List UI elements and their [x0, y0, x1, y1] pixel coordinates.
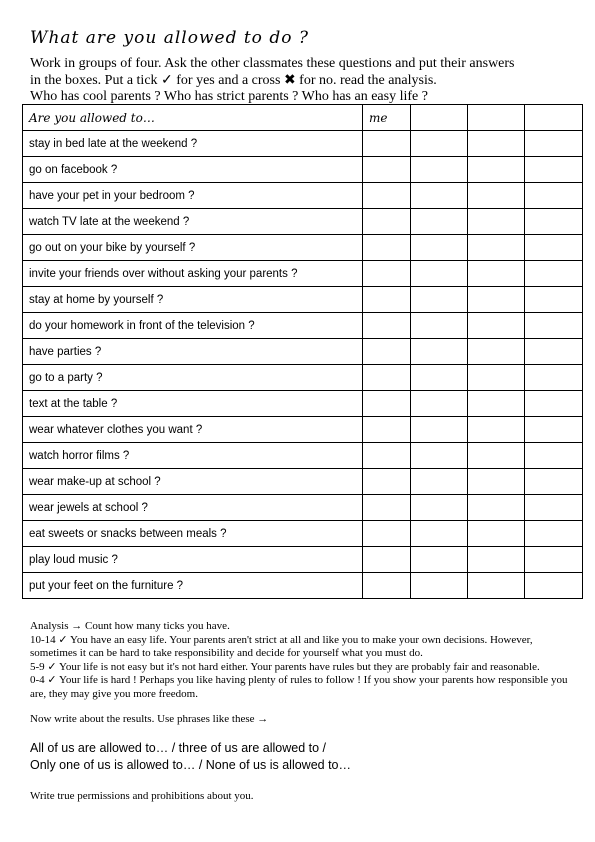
table-row — [23, 417, 583, 443]
answer-cell-classmate[interactable] — [468, 417, 525, 443]
question-cell: wear jewels at school ? — [23, 495, 363, 521]
answer-cell-classmate[interactable] — [468, 157, 525, 183]
answer-cell-me[interactable] — [363, 261, 411, 287]
answer-cell-classmate[interactable] — [525, 521, 583, 547]
question-cell: text at the table ? — [23, 391, 363, 417]
answer-cell-classmate[interactable] — [411, 573, 468, 599]
instruction-line: in the boxes. Put a tick ✓ for yes and a cross ✖ for no. read the analysis. — [30, 72, 437, 88]
analysis-result-high: 10-14 ✓ You have an easy life. Your parents aren't strict at all and like you to make your own decisions. However, sometimes it can be hard to take responsibility and decide for yourself what you must do. — [30, 633, 533, 659]
answer-cell-classmate[interactable] — [411, 157, 468, 183]
answer-cell-classmate[interactable] — [411, 443, 468, 469]
page-title: What are you allowed to do ? — [30, 28, 309, 48]
answer-cell-me[interactable] — [363, 391, 411, 417]
table-row — [23, 313, 583, 339]
answer-cell-me[interactable] — [363, 157, 411, 183]
header-me: me — [363, 105, 411, 131]
question-cell: play loud music ? — [23, 547, 363, 573]
question-cell: go on facebook ? — [23, 157, 363, 183]
question-cell: watch TV late at the weekend ? — [23, 209, 363, 235]
table-row — [23, 235, 583, 261]
answer-cell-classmate[interactable] — [468, 131, 525, 157]
answer-cell-classmate[interactable] — [525, 339, 583, 365]
table-row — [23, 209, 583, 235]
answer-cell-classmate[interactable] — [411, 183, 468, 209]
header-question: Are you allowed to… — [23, 105, 363, 131]
answer-cell-classmate[interactable] — [525, 573, 583, 599]
answer-cell-classmate[interactable] — [468, 521, 525, 547]
table-row — [23, 261, 583, 287]
table-row — [23, 573, 583, 599]
analysis-result-low: 0-4 ✓ Your life is hard ! Perhaps you like having plenty of rules to follow ! If you show your parents how responsible you are, they may give you more freedom. — [30, 674, 568, 700]
answer-cell-me[interactable] — [363, 313, 411, 339]
answer-cell-classmate[interactable] — [525, 313, 583, 339]
answer-cell-classmate[interactable] — [525, 469, 583, 495]
table-row — [23, 391, 583, 417]
answer-cell-me[interactable] — [363, 131, 411, 157]
answer-cell-classmate[interactable] — [411, 391, 468, 417]
table-row — [23, 469, 583, 495]
answer-cell-classmate[interactable] — [468, 183, 525, 209]
table-row — [23, 287, 583, 313]
answer-cell-classmate[interactable] — [411, 495, 468, 521]
question-cell: stay at home by yourself ? — [23, 287, 363, 313]
answer-cell-classmate[interactable] — [525, 261, 583, 287]
question-cell: have your pet in your bedroom ? — [23, 183, 363, 209]
question-cell: watch horror films ? — [23, 443, 363, 469]
answer-cell-classmate[interactable] — [468, 495, 525, 521]
answer-cell-classmate[interactable] — [411, 261, 468, 287]
answer-cell-classmate[interactable] — [468, 339, 525, 365]
answer-cell-classmate[interactable] — [468, 313, 525, 339]
instructions — [30, 56, 575, 106]
answer-cell-classmate[interactable] — [411, 547, 468, 573]
answer-cell-me[interactable] — [363, 287, 411, 313]
answer-cell-classmate[interactable] — [468, 391, 525, 417]
answer-cell-classmate[interactable] — [411, 339, 468, 365]
table-row — [23, 365, 583, 391]
question-cell: go to a party ? — [23, 365, 363, 391]
phrase-line: Only one of us is allowed to… / None of us is allowed to… — [30, 758, 351, 772]
answer-cell-classmate[interactable] — [525, 417, 583, 443]
answer-cell-classmate[interactable] — [525, 443, 583, 469]
answer-cell-me[interactable] — [363, 521, 411, 547]
answer-cell-classmate[interactable] — [468, 287, 525, 313]
table-row — [23, 495, 583, 521]
table-row — [23, 443, 583, 469]
header-classmate-cell[interactable] — [468, 105, 525, 131]
answer-cell-classmate[interactable] — [468, 547, 525, 573]
question-cell: put your feet on the furniture ? — [23, 573, 363, 599]
answer-cell-me[interactable] — [363, 443, 411, 469]
answer-cell-classmate[interactable] — [468, 573, 525, 599]
answer-cell-classmate[interactable] — [468, 235, 525, 261]
answer-cell-classmate[interactable] — [525, 495, 583, 521]
answer-cell-classmate[interactable] — [525, 209, 583, 235]
answer-cell-classmate[interactable] — [525, 391, 583, 417]
phrases — [30, 740, 351, 774]
analysis-section — [30, 620, 580, 727]
answer-cell-classmate[interactable] — [411, 235, 468, 261]
answer-cell-me[interactable] — [363, 495, 411, 521]
table-header-row — [23, 105, 583, 131]
answer-cell-classmate[interactable] — [411, 313, 468, 339]
header-classmate-cell[interactable] — [525, 105, 583, 131]
answer-cell-classmate[interactable] — [411, 287, 468, 313]
answer-cell-classmate[interactable] — [411, 131, 468, 157]
analysis-intro: Analysis → Count how many ticks you have. — [30, 620, 230, 632]
question-cell: have parties ? — [23, 339, 363, 365]
question-cell: stay in bed late at the weekend ? — [23, 131, 363, 157]
table-row — [23, 157, 583, 183]
question-cell: invite your friends over without asking your parents ? — [23, 261, 363, 287]
answer-cell-me[interactable] — [363, 469, 411, 495]
question-cell: do your homework in front of the television ? — [23, 313, 363, 339]
table-row — [23, 131, 583, 157]
answer-cell-classmate[interactable] — [525, 157, 583, 183]
answer-cell-classmate[interactable] — [468, 365, 525, 391]
answer-cell-classmate[interactable] — [411, 417, 468, 443]
survey-table — [22, 104, 583, 599]
table-row — [23, 521, 583, 547]
answer-cell-classmate[interactable] — [525, 365, 583, 391]
question-cell: wear make-up at school ? — [23, 469, 363, 495]
table-row — [23, 183, 583, 209]
answer-cell-classmate[interactable] — [411, 209, 468, 235]
answer-cell-classmate[interactable] — [411, 469, 468, 495]
write-prompt: Now write about the results. Use phrases like these → — [30, 713, 269, 725]
phrase-line: All of us are allowed to… / three of us are allowed to / — [30, 741, 326, 755]
answer-cell-me[interactable] — [363, 339, 411, 365]
question-cell: eat sweets or snacks between meals ? — [23, 521, 363, 547]
header-classmate-cell[interactable] — [411, 105, 468, 131]
answer-cell-me[interactable] — [363, 365, 411, 391]
answer-cell-me[interactable] — [363, 417, 411, 443]
final-instruction: Write true permissions and prohibitions about you. — [30, 790, 254, 802]
answer-cell-classmate[interactable] — [468, 443, 525, 469]
answer-cell-classmate[interactable] — [525, 547, 583, 573]
answer-cell-classmate[interactable] — [468, 209, 525, 235]
instruction-line: Who has cool parents ? Who has strict parents ? Who has an easy life ? — [30, 89, 428, 104]
answer-cell-me[interactable] — [363, 209, 411, 235]
answer-cell-classmate[interactable] — [525, 235, 583, 261]
instruction-line: Work in groups of four. Ask the other classmates these questions and put their answers — [30, 56, 515, 71]
answer-cell-classmate[interactable] — [525, 183, 583, 209]
answer-cell-me[interactable] — [363, 573, 411, 599]
answer-cell-me[interactable] — [363, 235, 411, 261]
table-row — [23, 547, 583, 573]
analysis-result-mid: 5-9 ✓ Your life is not easy but it's not hard either. Your parents have rules but they are probably fair and reasonable. — [30, 660, 540, 673]
answer-cell-classmate[interactable] — [525, 287, 583, 313]
answer-cell-classmate[interactable] — [468, 469, 525, 495]
answer-cell-classmate[interactable] — [468, 261, 525, 287]
answer-cell-me[interactable] — [363, 183, 411, 209]
question-cell: go out on your bike by yourself ? — [23, 235, 363, 261]
answer-cell-classmate[interactable] — [525, 131, 583, 157]
question-cell: wear whatever clothes you want ? — [23, 417, 363, 443]
answer-cell-classmate[interactable] — [411, 365, 468, 391]
answer-cell-me[interactable] — [363, 547, 411, 573]
table-row — [23, 339, 583, 365]
answer-cell-classmate[interactable] — [411, 521, 468, 547]
